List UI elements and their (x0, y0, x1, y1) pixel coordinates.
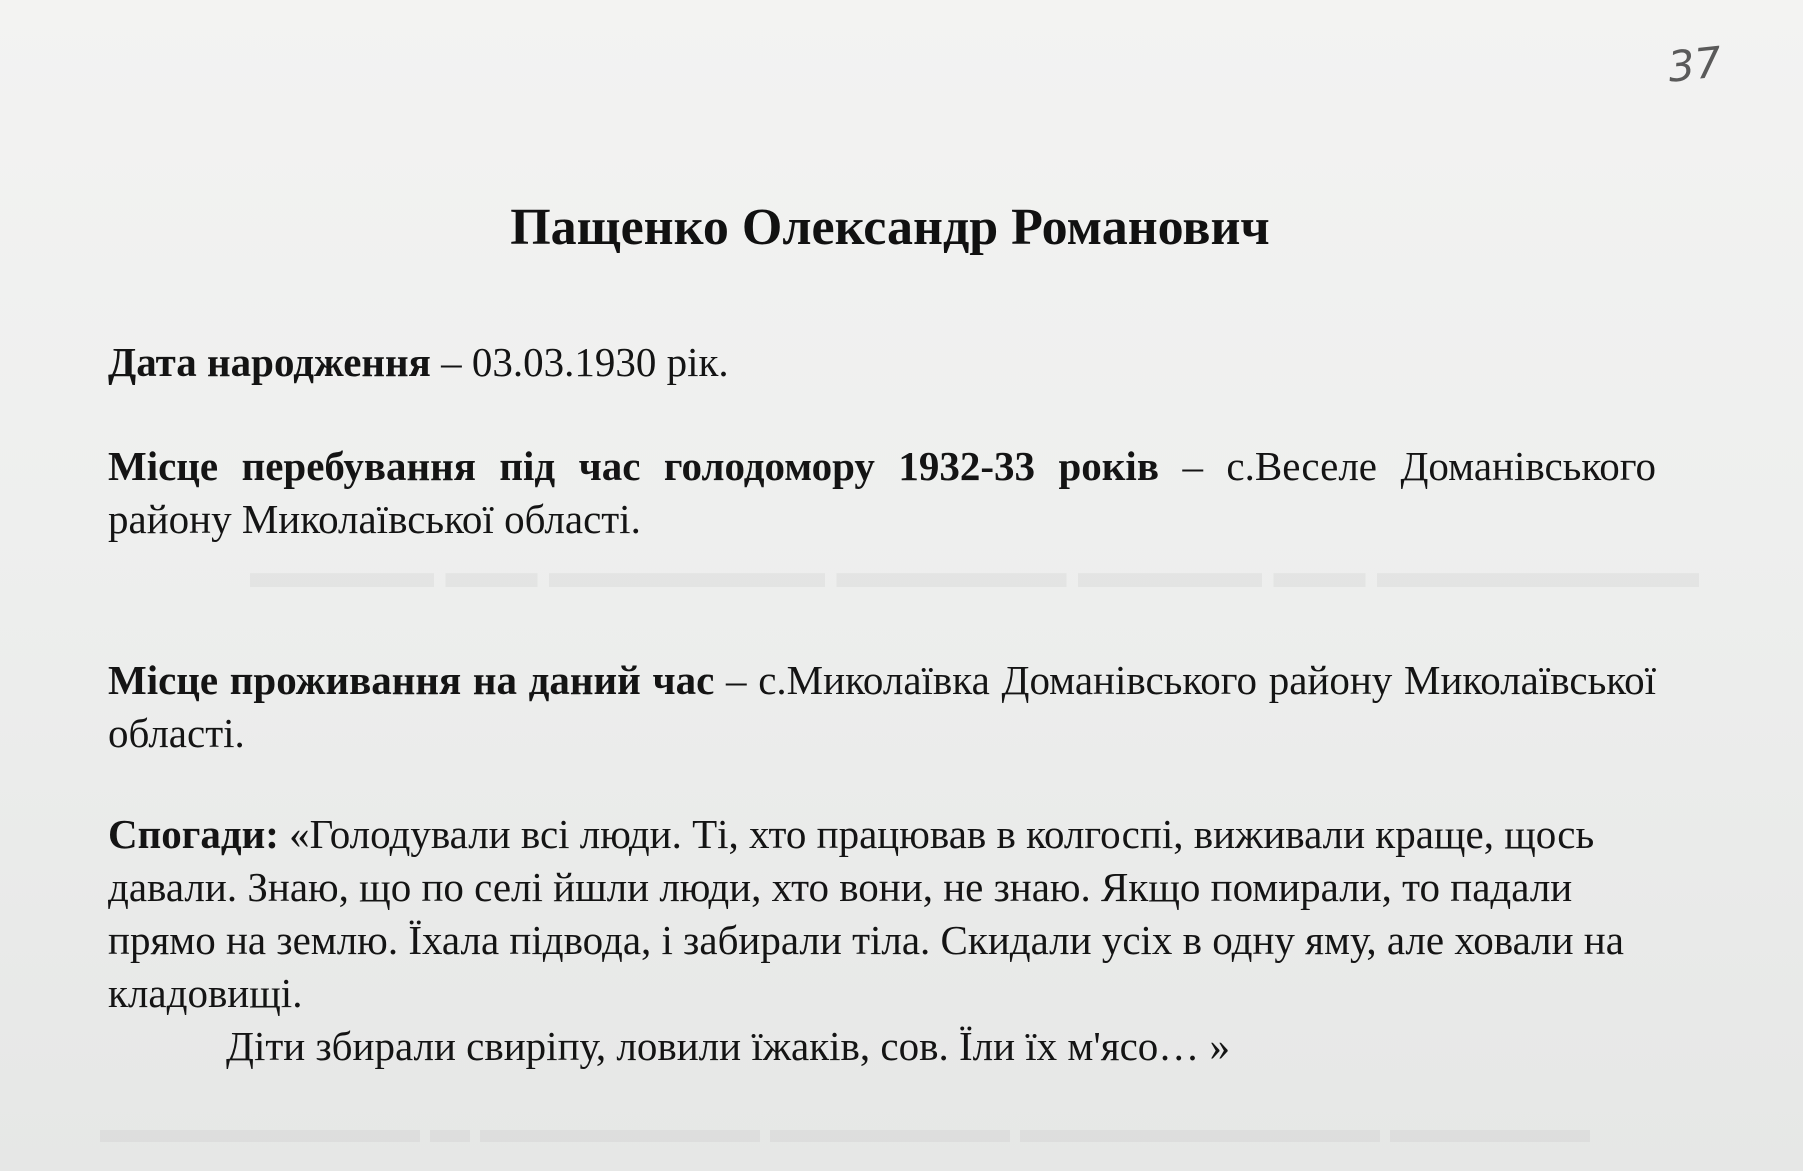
famine-location-label: Місце перебування під час голодомору 1932-33 років (108, 443, 1159, 489)
memories-paragraph-1 (108, 808, 1656, 1020)
separator-dash: – (714, 657, 759, 703)
birth-date-line (108, 336, 1656, 389)
separator-dash: – (1158, 443, 1227, 489)
current-residence-label: Місце проживання на даний час (108, 657, 715, 703)
person-name-title: Пащенко Олександр Романович (510, 199, 1270, 256)
memories-text-2: Діти збирали свиріпу, ловили їжаків, сов. Їли їх м'ясо… » (226, 1023, 1231, 1069)
memories-text-1: «Голодували всі люди. Ті, хто працював в колгоспі, виживали краще, щось давали. Знаю, що по селі йшли люди, хто вони, не знаю. Якщо помирали, то падали прямо на землю. Їхала підвода, і забирали тіла. Скидали усіх в одну яму, але ховали на кладовищі. (108, 811, 1624, 1016)
handwritten-page-number: 37 (1665, 37, 1724, 92)
famine-location-value: с.Веселе Доманівського району Миколаївської області. (108, 443, 1656, 542)
reverse-side-bleed-through (100, 1105, 1590, 1152)
current-residence-value: с.Миколаївка Доманівського району Миколаївської області. (108, 657, 1656, 756)
memories-block (108, 808, 1656, 1073)
reverse-side-bleed-through (250, 545, 1699, 598)
famine-location-paragraph (108, 440, 1656, 546)
memories-label: Спогади: (108, 811, 279, 857)
birth-date-value: 03.03.1930 рік. (471, 339, 729, 385)
memories-paragraph-2 (108, 1020, 1656, 1073)
current-residence-paragraph (108, 654, 1656, 760)
separator-dash: – (430, 339, 472, 385)
birth-date-label: Дата народження (108, 339, 431, 385)
